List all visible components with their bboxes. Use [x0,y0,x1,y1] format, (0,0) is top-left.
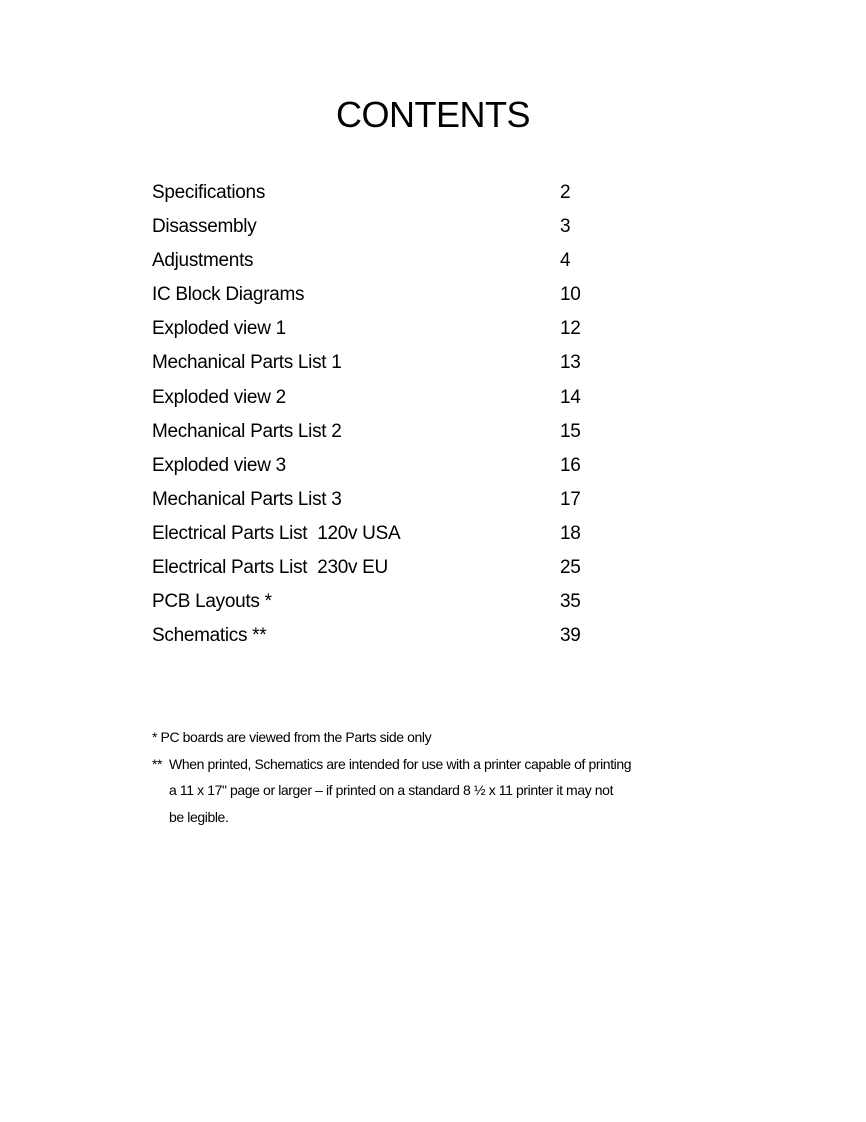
toc-label: Exploded view 1 [152,318,286,340]
toc-page-number: 17 [560,488,581,510]
toc-page-number: 2 [560,182,571,203]
toc-label: Exploded view 3 [152,454,286,476]
toc-label: Mechanical Parts List 1 [152,352,342,374]
toc-page-number: 18 [560,522,581,544]
table-of-contents [152,176,592,653]
toc-label: PCB Layouts * [152,591,272,613]
toc-label: Mechanical Parts List 2 [152,420,342,442]
toc-label: IC Block Diagrams [152,284,305,306]
footnote-mark: ** [152,755,163,772]
toc-label: Electrical Parts List 120v USA [152,522,401,544]
toc-entry-exploded-view-2 [152,381,592,415]
toc-page-number: 10 [560,284,581,306]
footnotes [152,724,652,831]
toc-page-number: 12 [560,318,581,340]
toc-page-number: 15 [560,420,581,442]
toc-page-number: 16 [560,454,581,476]
toc-label: Exploded view 2 [152,386,286,408]
toc-entry-mechanical-parts-list-2 [152,415,592,449]
toc-entry-exploded-view-1 [152,312,592,346]
toc-label: Schematics ** [152,625,267,647]
toc-page-number: 13 [560,352,581,374]
toc-label: Mechanical Parts List 3 [152,488,342,510]
toc-entry-disassembly [152,210,592,244]
toc-entry-schematics [152,619,592,653]
toc-entry-adjustments [152,244,592,278]
toc-page-number: 4 [560,250,571,272]
toc-entry-exploded-view-3 [152,449,592,483]
toc-label: Electrical Parts List 230v EU [152,557,388,579]
toc-entry-ic-block-diagrams [152,278,592,312]
page-title: CONTENTS [336,94,530,135]
footnote-text-line: a 11 x 17" page or larger – if printed on a standard 8 ½ x 11 printer it may not [169,782,614,798]
toc-entry-mechanical-parts-list-3 [152,483,592,517]
toc-entry-pcb-layouts [152,585,592,619]
toc-label: Specifications [152,182,266,203]
footnote-pc-boards: * PC boards are viewed from the Parts side only [152,729,432,745]
toc-page-number: 35 [560,591,581,613]
toc-page-number: 25 [560,557,581,579]
toc-entry-electrical-parts-list-usa [152,517,592,551]
toc-entry-mechanical-parts-list-1 [152,346,592,380]
footnote-text-line: When printed, Schematics are intended for use with a printer capable of printing [169,755,632,772]
toc-page-number: 14 [560,386,581,408]
toc-entry-electrical-parts-list-eu [152,551,592,585]
toc-label: Disassembly [152,216,257,238]
footnote-schematics [152,751,652,778]
toc-page-number: 3 [560,216,571,238]
toc-entry-specifications [152,176,592,210]
footnote-text-line: be legible. [169,809,229,825]
toc-page-number: 39 [560,625,581,647]
toc-label: Adjustments [152,250,254,272]
